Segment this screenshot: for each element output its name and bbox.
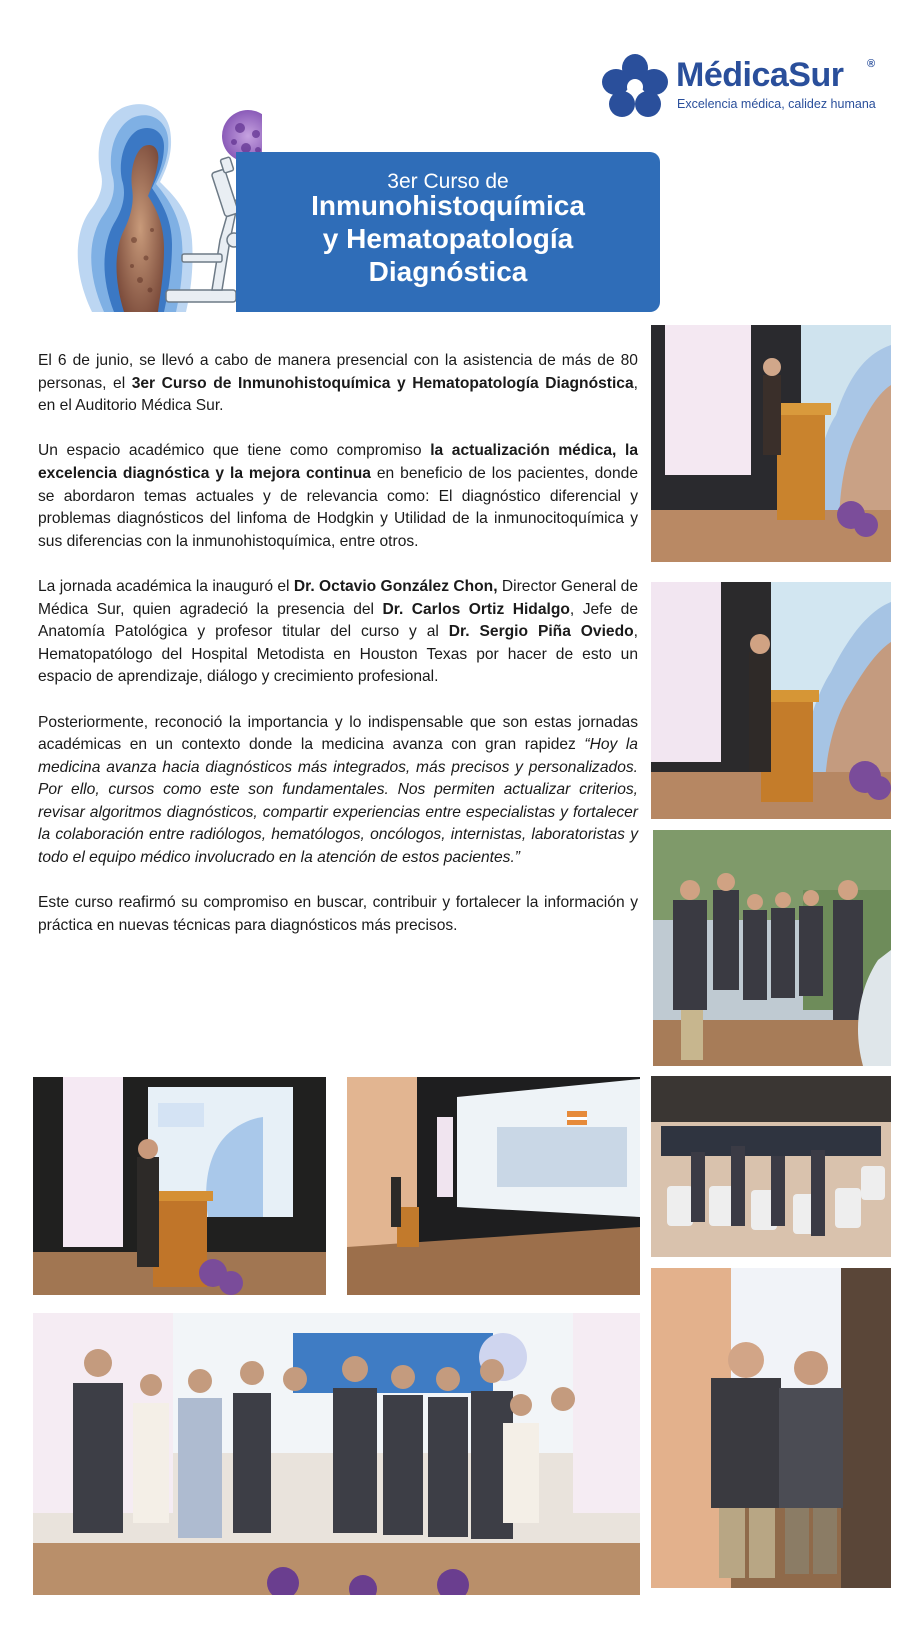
photo-two-doctors	[651, 1268, 891, 1588]
paragraph-4: Posteriormente, reconoció la importancia y lo indispensable que son estas jornadas académicas en un contexto donde la medicina avanza con gran rapidez “Hoy la medicina avanza hacia diagnósticos más integrados, más precisos y personalizados. Por ello, cursos como este son fundamentales. Nos permiten actualizar criterios, revisar algoritmos diagnósticos, compartir experiencias entre especialistas y fortalecer la colaboración entre radiólogos, hematólogos, oncólogos, internistas, laboratoristas y todo el equipo médico involucrado en la atención de estos pacientes.”	[38, 713, 638, 867]
banner-subtitle: 3er Curso de	[387, 170, 509, 193]
article-body	[38, 350, 638, 960]
photo-auditorium-wide	[347, 1077, 640, 1295]
banner-title-line-3: Diagnóstica	[368, 256, 528, 287]
logo-tagline: Excelencia médica, calidez humana	[677, 97, 876, 111]
banner-title-line-1: Inmunohistoquímica	[311, 190, 585, 221]
photo-speaker-podium-2	[651, 582, 891, 819]
paragraph-5: Este curso reafirmó su compromiso en buscar, contribuir y fortalecer la información y práctica en nuevas técnicas para diagnósticos más precisos.	[38, 894, 638, 934]
anatomy-microscope-illustration	[62, 90, 262, 312]
medicasur-logo	[600, 52, 890, 122]
banner-title-line-2: y Hematopatología	[322, 223, 574, 254]
photo-group-outdoors	[653, 830, 891, 1066]
paragraph-1: El 6 de junio, se llevó a cabo de manera presencial con la asistencia de más de 80 personas, el 3er Curso de Inmunohistoquímica y Hematopatología Diagnóstica, en el Auditorio Médica Sur.	[38, 352, 638, 415]
paragraph-3: La jornada académica la inauguró el Dr. Octavio González Chon, Director General de Médica Sur, quien agradeció la presencia del Dr. Carlos Ortiz Hidalgo, Jefe de Anatomía Patológica y profesor titular del curso y al Dr. Sergio Piña Oviedo, Hematopatólogo del Hospital Metodista en Houston Texas por hacer de esto un espacio de aprendizaje, diálogo y crecimiento profesional.	[38, 577, 638, 686]
photo-speaker-slide	[33, 1077, 326, 1295]
paragraph-2: Un espacio académico que tiene como compromiso la actualización médica, la excelencia diagnóstica y la mejora continua en beneficio de los pacientes, donde se abordaron temas actuales y de relevancia como: El diagnóstico diferencial y problemas diagnósticos del linfoma de Hodgkin y Utilidad de la inmunocitoquímica y sus diferencias con la inmunohistoquímica, entre otros.	[38, 442, 638, 550]
photo-audience	[651, 1076, 891, 1257]
photo-speaker-podium-1	[651, 325, 891, 562]
photo-group-stage	[33, 1313, 640, 1595]
course-title-banner	[236, 152, 660, 312]
registered-mark: ®	[867, 58, 876, 70]
logo-wordmark: MédicaSur	[676, 56, 844, 94]
medicasur-flower-icon	[600, 52, 670, 118]
